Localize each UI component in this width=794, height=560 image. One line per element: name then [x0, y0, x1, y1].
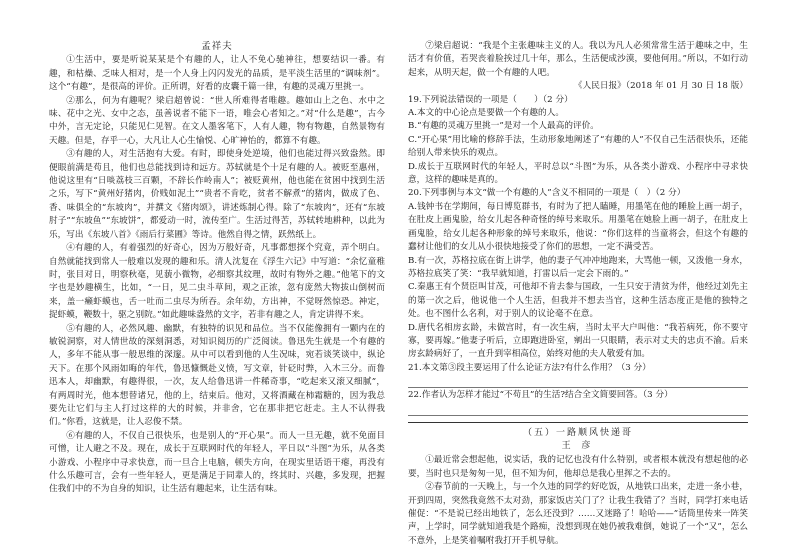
question-19-option-b: B.“有趣的灵魂万里挑一”是对一个人最高的评价。	[408, 121, 599, 132]
question-20-option-a: A.钱钟书在学期间，每日博览群书，有时为了把人瞌睡，用墨笔在他的睡脸上画一胡子，在肚皮上画鬼脸，给女儿起各种奇怪的绰号来取乐。用墨笔在她脸上画一胡子，在肚皮上画鬼脸，给女儿起各种形象的绰号来取乐，他说：“你们这样的当童将会，但这个有趣的蠢材让他们的女儿从小很快地接受了你们的思想，一定不满受苦。	[408, 201, 748, 253]
question-20-option-c: C.秦惠王有个贤臣叫甘茂，可他却不肯去参与国政，一生只安于清贫为伴，他经过刘先主的第一次之后，他说他一个人生活，但我并不想去当官，这种生活态度正是他的独特之处。也不图什么名利，对于别人的议论毫不在意。	[408, 282, 748, 320]
article-source: 《人民日报》（2018 年 01 月 30 日 18 版）	[573, 81, 748, 92]
paragraph-4: ④有趣的人，有着强烈的好奇心，因为万般好奇，凡事都想探个究竟，弄个明白。自然就能找到常人一般难以发现的趣和乐。清人沈复在《浮生六记》中写道：“余忆童稚时，张目对日，明察秋毫，见藐小微物，必细察其纹理，故时有物外之趣。”他笔下的文字也是妙趣横生，比如，“一日，见二虫斗草间，观之正浓，忽有庞然大物拔山倒树而来，盖一癞虾蟆也，舌一吐而二虫尽为所吞。余年幼，方出神，不觉呀然惊恐。神定，捉虾蟆，鞭数十，驱之别院。”如此趣味盎然的文字，若非有趣之人，肯定讲得不来。	[49, 243, 385, 321]
story-paragraph-1: ①最近常会想起他，说实话，我的记忆也没有什么特别，或者根本就没有想起他的必要，当时也只是匆匆一见，但不知为何，他却总是我心里挥之不去的。	[408, 455, 748, 479]
question-19: 19.下列说法错误的一项是（ ）（2 分）	[408, 94, 573, 105]
question-19-option-c: C.“开心果”用比喻的修辞手法，生动形象地阐述了“有趣的人”不仅自己生活很快乐，还能给别人带来快乐的观点。	[408, 134, 748, 159]
paragraph-1: ①生活中，要是听说某某是个有趣的人，让人不免心驰神往，想要结识一番。有趣，和枯燥、乏味人相对，是一个人身上闪闪发光的品质，是平淡生活里的“调味剂”。这个“有趣”，是很高的评价。正所谓，好看的皮囊千篇一律，有趣的灵魂万里挑一。	[49, 55, 385, 93]
answer-line	[408, 375, 748, 388]
question-20-option-d: D.唐代名相房玄龄，未做宫时，有一次生病，当时太平大户叫他：“我若病死，你不要守寡，要再嫁。”他妻子听后，立即跑进卧室，剜出一只眼睛，表示对丈夫的忠贞不渝。后来房玄龄病好了，一直升到宰相高位，始终对他的夫人敬爱有加。	[408, 322, 748, 360]
question-19-option-a: A.本文的中心论点是要做一个有趣的人。	[408, 108, 564, 119]
answer-line	[408, 403, 748, 416]
story-paragraph-2: ②春节前的一天晚上，与一个久违的同学约好吃饭，从地铁口出来，走进一条小巷，开到四周，突然我竟然不太对劲，那家饭店关门了？让我生我错了？当时，同学打来电话催促：“不是说已经出地铁了，怎么还没到？……又迷路了！哈哈——”话筒里传来一阵笑声，上学时，同学就知道我是个路痴，没想到现在她仍被我难倒，她说了一个“又”，怎么不意外，上是笑着嘱咐我打开手机导航。	[408, 482, 748, 546]
article-author: 孟祥夫	[201, 41, 233, 52]
left-column	[49, 40, 385, 497]
question-22: 22.作者认为怎样才能过“不苟且”的生活?结合全文简要回答。（3 分）	[408, 390, 673, 401]
paragraph-2: ②那么，何为有趣呢？梁启超曾说：“世人所难得者唯趣。趣如山上之色、水中之味、花中之光、女中之态，虽善说者不能下一语，唯会心者知之。”对“什么是趣”，古今中外，言无定论，只能见仁见智。在文人墨客笔下，人有人趣，物有物趣，自然景物有天趣。但是，存乎一心，大凡让人心生愉悦、心旷神怡的，都算不有趣。	[49, 95, 385, 146]
question-21: 21.本文第③段主要运用了什么论证方法?有什么作用？（3 分）	[408, 362, 651, 373]
question-20-option-b: B.有一次，苏格拉底在街上讲学，他的妻子气冲冲地跑来，大骂他一顿，又泼他一身水，苏格拉底笑了笑：“我早就知道，打雷以后一定会下雨的。”	[408, 255, 748, 279]
section-divider	[408, 422, 748, 423]
paragraph-5: ⑤有趣的人，必然风趣、幽默，有独特的识见和品位。当不仅能像拥有一颗内在的敏锐洞察，对人情世故的深刻洞悉，对知识阅历的广泛阅读。鲁迅先生就是一个有趣的人，多年不能从事一般思维的深邃。从中可以看到他的人生况味，宛若谈笑谈中，纵论天下。在那个风雨如晦的年代，鲁迅慷慨赴义愤，写文章，针砭时弊，入木三分。而鲁迅本人，却幽默，有趣得很，一次，友人给鲁迅讲一件稀奇事，“吃起来又滚又细腻”，有两周时光，他本想替诸兄，他的上，结束后。他对，又将酒藏在柿霜糖的，因为我总要先让它们与主人打过这样的大的时候，并非舍，它在那非把它赶走。主人不认得我们。”你看，这就是，让人忍俊不禁。	[49, 323, 385, 428]
question-20: 20.下列事例与本文“做一个有趣的人”含义不相同的一项是（ ）（2 分）	[408, 188, 686, 199]
right-column	[408, 40, 748, 548]
question-19-option-d: D.成长于互联网时代的年轻人，平时总以“斗图”为乐，从各类小游戏、小程序中寻求快意，这样的趣味是真的。	[408, 161, 748, 186]
paragraph-7: ⑦梁启超说：“我是个主张趣味主义的人。我以为凡人必须常常生活于趣味之中，生活才有价值，若哭丧着脸挨过几十年，那么，生活便成沙漠，要他何用。”所以，不如行动起来，从明天起，做一个有趣的人吧。	[408, 41, 748, 78]
story-author: 王 彦	[561, 440, 595, 451]
paragraph-6: ⑥有趣的人，不仅自己很快乐，也是别人的“开心果”。而人一旦无趣，就不免面目可憎，让人避之不及。现在，成长于互联网时代的年轻人，平日以“斗图”为乐，从各类小游戏、小程序中寻求快意，而一旦合上电脑，顿失方向，在现实里话语干瘪，再没有什么乐趣可言，会有一些年轻人，更是满足于同辈人的，终其时、兴趣，多发现，把握住我们中的不为自身的知识，让生活有趣起来，让生活有味。	[49, 430, 385, 495]
paragraph-3: ③有趣的人，对生活抱有大爱。有时，即使身处逆境，他们也能过得兴致盎然。即便眼前满是苟且，他们也总能找到诗和远方。苏轼就是个十足有趣的人。被贬至惠州，他说这里有“日啖荔枝三百颗，不辞长作岭南人”；被贬黄州，他也能在贫困中找到生活之乐，写下“黄州好猪肉，价贱如泥土”“贵者不肯吃，贫者不解煮”的猪肉，做成了色、香、味俱全的“东坡肉”，并撰文《猪肉颂》，讲述炼制心得。除了“东坡肉”，还有“东坡肘子”“东坡鱼”“东坡饼”，都爱动一时，流传至广。生活过得苦，苏轼转地耕种，以此为乐，写出《东坡八首》《雨后行菜圃》等诗。他然自得之情，跃然纸上。	[49, 149, 385, 240]
section-title: （五）一路顺风快递哥	[522, 427, 633, 438]
